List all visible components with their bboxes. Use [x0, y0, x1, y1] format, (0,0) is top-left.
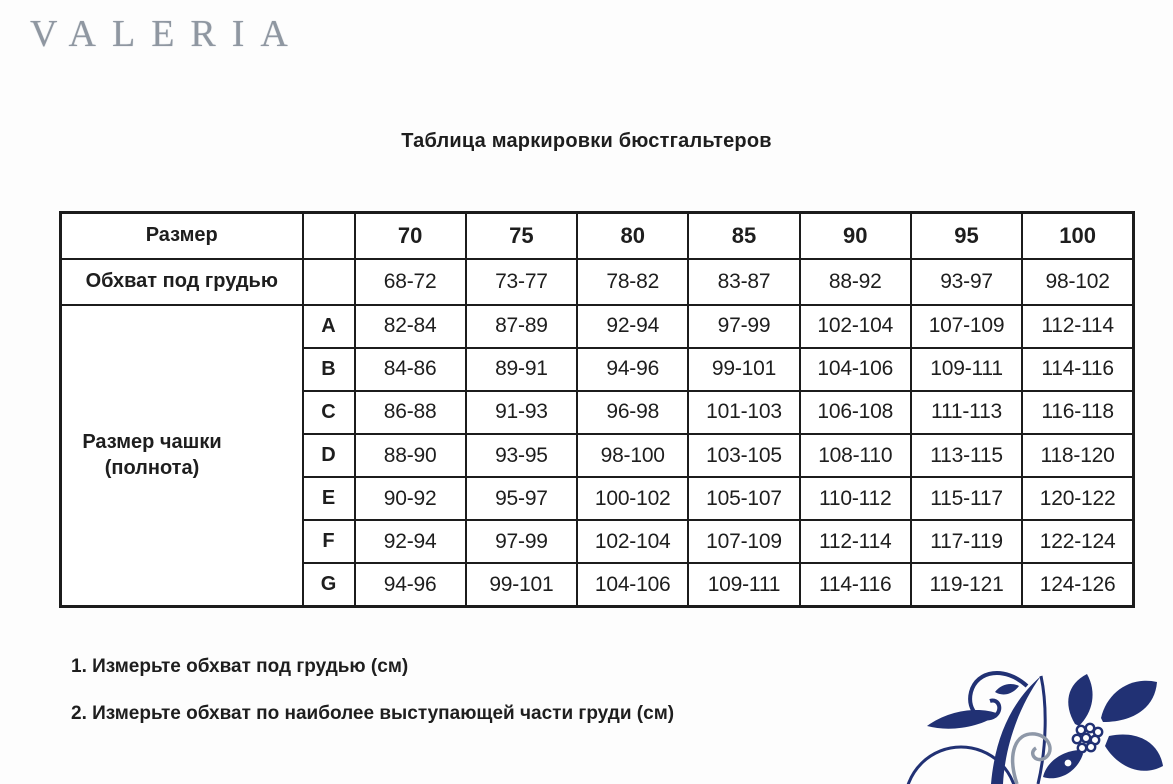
cup-value: 113-115 — [911, 434, 1022, 477]
bra-size-table — [59, 211, 1135, 608]
cup-value: 99-101 — [688, 348, 799, 391]
cup-value: 104-106 — [577, 563, 688, 606]
cup-value: 99-101 — [466, 563, 577, 606]
underbust-value: 73-77 — [466, 259, 577, 305]
instruction-step-1: 1. Измерьте обхват под грудью (см) — [71, 656, 409, 677]
size-col-header: 85 — [688, 213, 799, 259]
underbust-value: 78-82 — [577, 259, 688, 305]
cup-value: 116-118 — [1022, 391, 1133, 434]
cup-value: 96-98 — [577, 391, 688, 434]
size-col-header: 95 — [911, 213, 1022, 259]
cup-size-label-cell — [61, 305, 303, 607]
underbust-row-label: Обхват под грудью — [61, 259, 303, 305]
page-title: Таблица маркировки бюстгальтеров — [401, 130, 772, 152]
cup-value: 112-114 — [1022, 305, 1133, 348]
cup-value: 106-108 — [800, 391, 911, 434]
cup-value: 93-95 — [466, 434, 577, 477]
cup-value: 102-104 — [800, 305, 911, 348]
cup-letter: C — [303, 391, 355, 434]
cup-value: 111-113 — [911, 391, 1022, 434]
cup-letter: B — [303, 348, 355, 391]
underbust-value: 88-92 — [800, 259, 911, 305]
cup-value: 124-126 — [1022, 563, 1133, 606]
cup-value: 101-103 — [688, 391, 799, 434]
cup-value: 103-105 — [688, 434, 799, 477]
empty-corner-cell — [303, 213, 355, 259]
cup-value: 117-119 — [911, 520, 1022, 563]
cup-value: 107-109 — [688, 520, 799, 563]
brand-logo: VALERIA — [30, 13, 304, 55]
cup-value: 98-100 — [577, 434, 688, 477]
cup-value: 97-99 — [466, 520, 577, 563]
cup-value: 91-93 — [466, 391, 577, 434]
size-header-row — [61, 213, 1134, 259]
cup-size-label: Размер чашки (полнота) — [82, 431, 222, 480]
cup-letter: A — [303, 305, 355, 348]
underbust-value: 83-87 — [688, 259, 799, 305]
cup-value: 118-120 — [1022, 434, 1133, 477]
cup-value: 97-99 — [688, 305, 799, 348]
cup-value: 95-97 — [466, 477, 577, 520]
instruction-step-2: 2. Измерьте обхват по наиболее выступающей части груди (см) — [71, 703, 675, 724]
measurement-instructions — [71, 656, 674, 750]
size-col-header: 80 — [577, 213, 688, 259]
cup-value: 109-111 — [688, 563, 799, 606]
cup-value: 110-112 — [800, 477, 911, 520]
cup-letter: E — [303, 477, 355, 520]
size-row-label: Размер — [61, 213, 303, 259]
cup-letter: G — [303, 563, 355, 606]
cup-value: 86-88 — [355, 391, 466, 434]
cup-value: 102-104 — [577, 520, 688, 563]
cup-value: 119-121 — [911, 563, 1022, 606]
cup-value: 105-107 — [688, 477, 799, 520]
size-col-header: 90 — [800, 213, 911, 259]
cup-value: 100-102 — [577, 477, 688, 520]
cup-letter: F — [303, 520, 355, 563]
size-col-header: 75 — [466, 213, 577, 259]
cup-value: 94-96 — [355, 563, 466, 606]
cup-value: 104-106 — [800, 348, 911, 391]
cup-value: 84-86 — [355, 348, 466, 391]
underbust-value: 98-102 — [1022, 259, 1133, 305]
cup-value: 92-94 — [577, 305, 688, 348]
cup-value: 92-94 — [355, 520, 466, 563]
cup-row-A — [61, 305, 1134, 348]
cup-value: 90-92 — [355, 477, 466, 520]
cup-value: 107-109 — [911, 305, 1022, 348]
floral-swirl-ornament-icon — [895, 660, 1173, 784]
cup-value: 112-114 — [800, 520, 911, 563]
empty-cell — [303, 259, 355, 305]
cup-value: 87-89 — [466, 305, 577, 348]
cup-value: 122-124 — [1022, 520, 1133, 563]
cup-value: 94-96 — [577, 348, 688, 391]
cup-value: 88-90 — [355, 434, 466, 477]
size-col-header: 100 — [1022, 213, 1133, 259]
underbust-row — [61, 259, 1134, 305]
cup-value: 115-117 — [911, 477, 1022, 520]
cup-value: 114-116 — [800, 563, 911, 606]
cup-letter: D — [303, 434, 355, 477]
cup-value: 108-110 — [800, 434, 911, 477]
underbust-value: 93-97 — [911, 259, 1022, 305]
cup-value: 109-111 — [911, 348, 1022, 391]
cup-value: 82-84 — [355, 305, 466, 348]
cup-value: 114-116 — [1022, 348, 1133, 391]
cup-value: 120-122 — [1022, 477, 1133, 520]
size-col-header: 70 — [355, 213, 466, 259]
underbust-value: 68-72 — [355, 259, 466, 305]
cup-value: 89-91 — [466, 348, 577, 391]
